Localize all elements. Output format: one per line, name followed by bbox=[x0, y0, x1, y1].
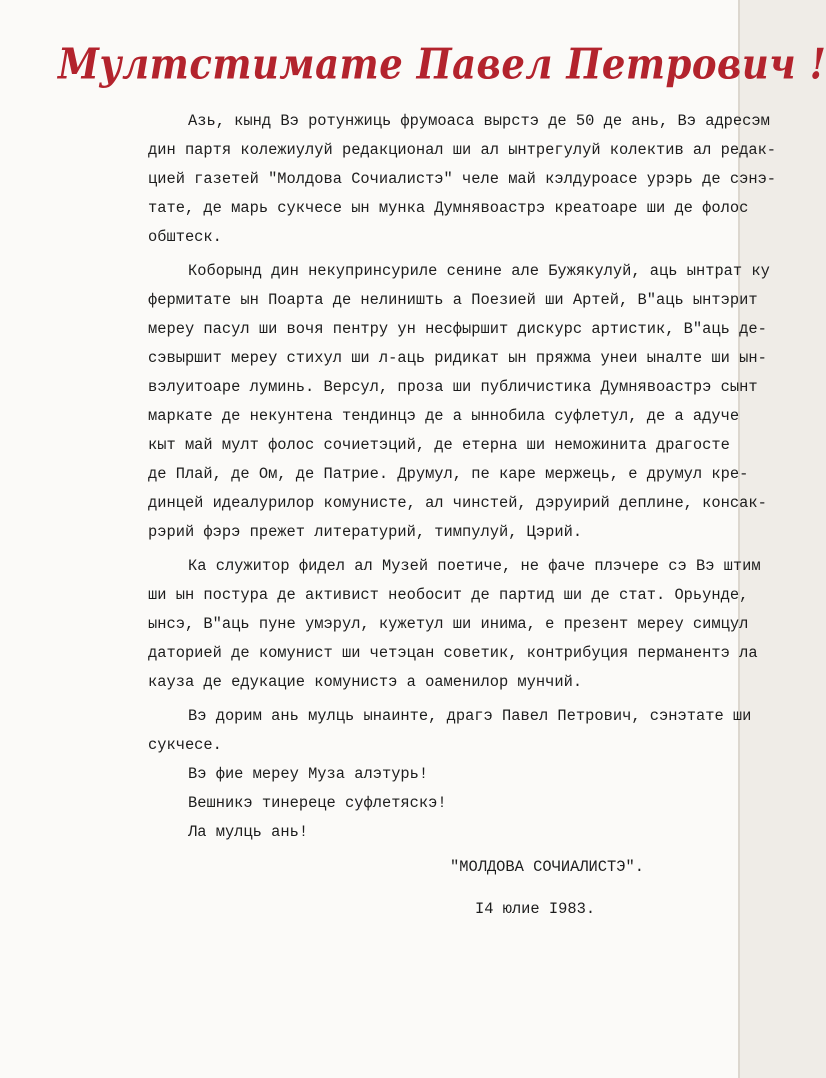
verse-line: Ла мулць ань! bbox=[188, 823, 309, 841]
body-line: динцей идеалурилор комунисте, ал чинстей, дэруирий деплине, консак- bbox=[148, 494, 767, 512]
body-line: Ка служитор фидел ал Музей поетиче, не фаче плэчере сэ Вэ штим bbox=[188, 557, 761, 575]
body-line: маркате де некунтена тендинцэ де а ыннобила суфлетул, де а адуче bbox=[148, 407, 740, 425]
body-line: сукчесе. bbox=[148, 736, 222, 754]
body-line: Коборынд дин некупринсуриле сенине але Бужякулуй, аць ынтрат ку bbox=[188, 262, 770, 280]
body-line: кауза де едукацие комунистэ а оаменилор мунчий. bbox=[148, 673, 583, 691]
letter-date: I4 юлие I983. bbox=[475, 900, 596, 918]
page-title: Мултстимате Павел Петрович ! bbox=[58, 38, 826, 89]
body-line: ынсэ, В"аць пуне умэрул, кужетул ши инима, е презент мереу симцул bbox=[148, 615, 749, 633]
body-line: кыт май мулт фолос сочиетэций, де етерна ши неможинита драгосте bbox=[148, 436, 730, 454]
body-line: вэлуитоаре луминь. Версул, проза ши публичистика Думнявоастрэ сынт bbox=[148, 378, 758, 396]
body-line: Азь, кынд Вэ ротунжиць фрумоаса вырстэ де 50 де ань, Вэ адресэм bbox=[188, 112, 770, 130]
body-line: цией газетей "Молдова Сочиалистэ" челе май кэлдуроасе урэрь де сэнэ- bbox=[148, 170, 777, 188]
verse-line: Вешникэ тинереце суфлетяскэ! bbox=[188, 794, 447, 812]
signature: "МОЛДОВА СОЧИАЛИСТЭ". bbox=[450, 858, 644, 876]
body-line: сэвыршит мереу стихул ши л-аць ридикат ын пряжма унеи ыналте ши ын- bbox=[148, 349, 767, 367]
body-line: рэрий фэрэ прежет литературий, тимпулуй, Цэрий. bbox=[148, 523, 583, 541]
body-line: де Плай, де Ом, де Патрие. Друмул, пе каре мержець, е друмул кре- bbox=[148, 465, 749, 483]
body-line: мереу пасул ши вочя пентру ун несфыршит дискурс артистик, В"аць де- bbox=[148, 320, 767, 338]
body-line: обштеск. bbox=[148, 228, 222, 246]
body-line: дин партя колежиулуй редакционал ши ал ынтрегулуй колектив ал редак- bbox=[148, 141, 777, 159]
body-line: даторией де комунист ши четэцан советик, контрибуция перманентэ ла bbox=[148, 644, 758, 662]
body-line: фермитате ын Поарта де нелиништь а Поезией ши Артей, В"аць ынтэрит bbox=[148, 291, 758, 309]
body-line: ши ын постура де активист необосит де партид ши де стат. Орьунде, bbox=[148, 586, 749, 604]
body-line: Вэ дорим ань мулць ынаинте, драгэ Павел Петрович, сэнэтате ши bbox=[188, 707, 752, 725]
body-line: тате, де марь сукчесе ын мунка Думнявоастрэ креатоаре ши де фолос bbox=[148, 199, 749, 217]
verse-line: Вэ фие мереу Муза алэтурь! bbox=[188, 765, 429, 783]
